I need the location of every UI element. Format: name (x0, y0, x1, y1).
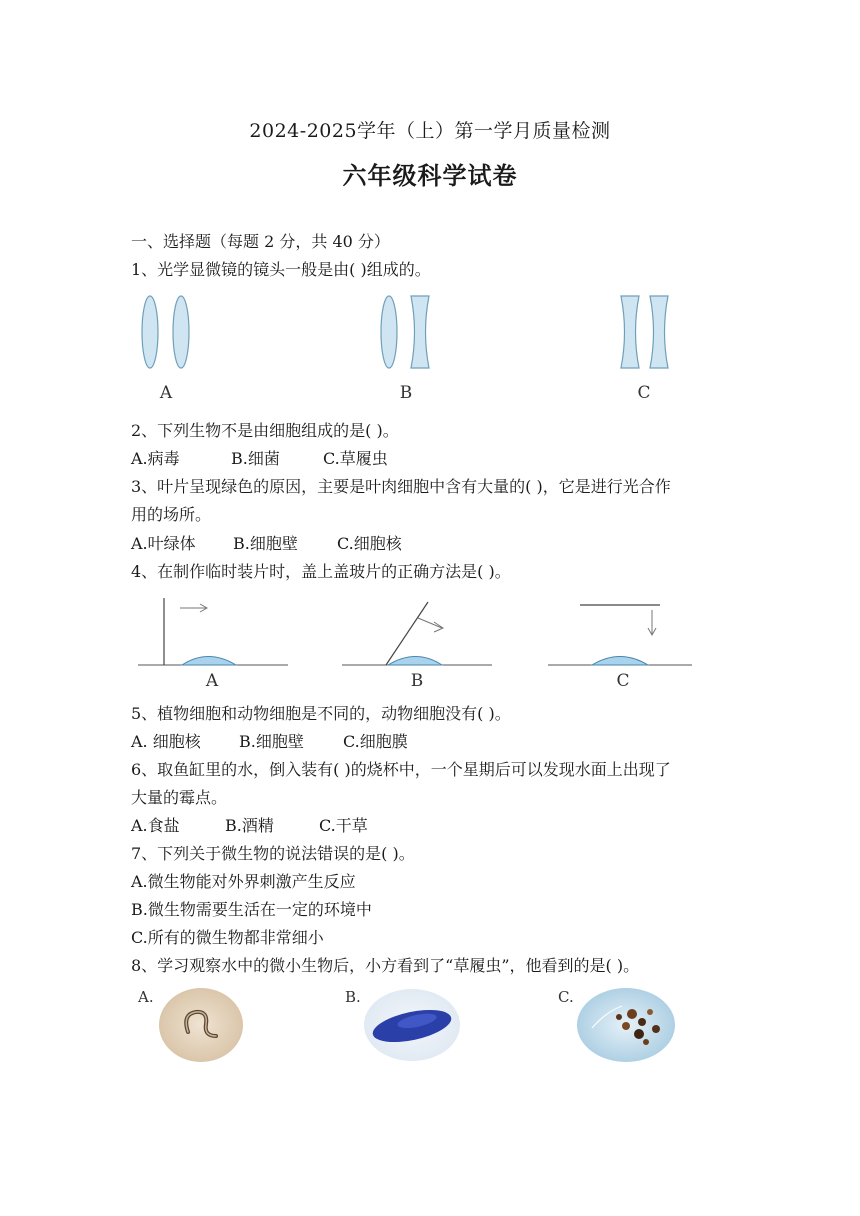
option-c-micrograph-colony (558, 988, 675, 1062)
q5-option-c: C.细胞膜 (343, 732, 408, 751)
option-c-concave-lenses (621, 296, 668, 368)
option-a-convex-lenses (142, 296, 189, 368)
microorganism-figure (130, 984, 690, 1068)
figure-label-b: B (399, 383, 413, 403)
figure-label-a: A (205, 671, 219, 691)
option-b-convex-concave-lenses (381, 296, 429, 368)
question-4-stem: 4、在制作临时装片时，盖上盖玻片的正确方法是( )。 (131, 562, 511, 581)
question-6-stem-line1: 6、取鱼缸里的水，倒入装有( )的烧杯中，一个星期后可以发现水面上出现了 (131, 760, 671, 779)
figure-label-c: C (616, 671, 630, 691)
q6-option-a: A.食盐 (131, 816, 180, 835)
question-3-stem-line2: 用的场所。 (131, 505, 212, 524)
figure-label-b: B (410, 671, 424, 691)
question-5-stem: 5、植物细胞和动物细胞是不同的，动物细胞没有( )。 (131, 704, 511, 723)
question-6-options (131, 813, 368, 836)
figure-label-b: B. (345, 988, 361, 1006)
section-heading: 一、选择题（每题 2 分，共 40 分） (131, 232, 390, 251)
q7-option-b: B.微生物需要生活在一定的环境中 (131, 900, 372, 919)
figure-label-a: A. (138, 988, 154, 1006)
lens-figure (130, 292, 690, 404)
question-5-options (131, 729, 408, 752)
figure-label-a: A (159, 383, 173, 403)
q7-option-a: A.微生物能对外界刺激产生反应 (131, 872, 356, 891)
option-c-horizontal-coverslip (548, 605, 692, 665)
figure-label-c: C (637, 383, 651, 403)
q6-option-c: C.干草 (319, 816, 368, 835)
question-8-stem: 8、学习观察水中的微小生物后，小方看到了“草履虫”，他看到的是( )。 (131, 956, 640, 975)
option-b-angled-coverslip (342, 602, 492, 665)
q2-option-b: B.细菌 (231, 449, 280, 468)
q3-option-a: A.叶绿体 (131, 534, 196, 553)
question-3-stem-line1: 3、叶片呈现绿色的原因，主要是叶肉细胞中含有大量的( )，它是进行光合作 (131, 477, 671, 496)
question-3-options (131, 531, 402, 554)
q6-option-b: B.酒精 (225, 816, 274, 835)
q3-option-c: C.细胞核 (337, 534, 402, 553)
question-7-stem: 7、下列关于微生物的说法错误的是( )。 (131, 844, 415, 863)
q5-option-a: A. 细胞核 (131, 732, 201, 751)
question-6-stem-line2: 大量的霉点。 (131, 788, 228, 807)
question-2-stem: 2、下列生物不是由细胞组成的是( )。 (131, 421, 399, 440)
question-2-options (131, 446, 388, 469)
q2-option-a: A.病毒 (131, 449, 180, 468)
option-b-micrograph-paramecium (345, 988, 460, 1061)
q5-option-b: B.细胞壁 (239, 732, 304, 751)
coverslip-figure (130, 592, 695, 692)
option-a-vertical-coverslip (138, 598, 288, 665)
figure-label-c: C. (558, 988, 574, 1006)
question-1-stem: 1、光学显微镜的镜头一般是由( )组成的。 (131, 260, 431, 279)
q3-option-b: B.细胞壁 (233, 534, 298, 553)
paper-title: 六年级科学试卷 (342, 162, 518, 190)
exam-header: 2024-2025学年（上）第一学月质量检测 (249, 120, 611, 142)
q7-option-c: C.所有的微生物都非常细小 (131, 928, 324, 947)
q2-option-c: C.草履虫 (323, 449, 388, 468)
option-a-micrograph-worm (137, 988, 243, 1062)
